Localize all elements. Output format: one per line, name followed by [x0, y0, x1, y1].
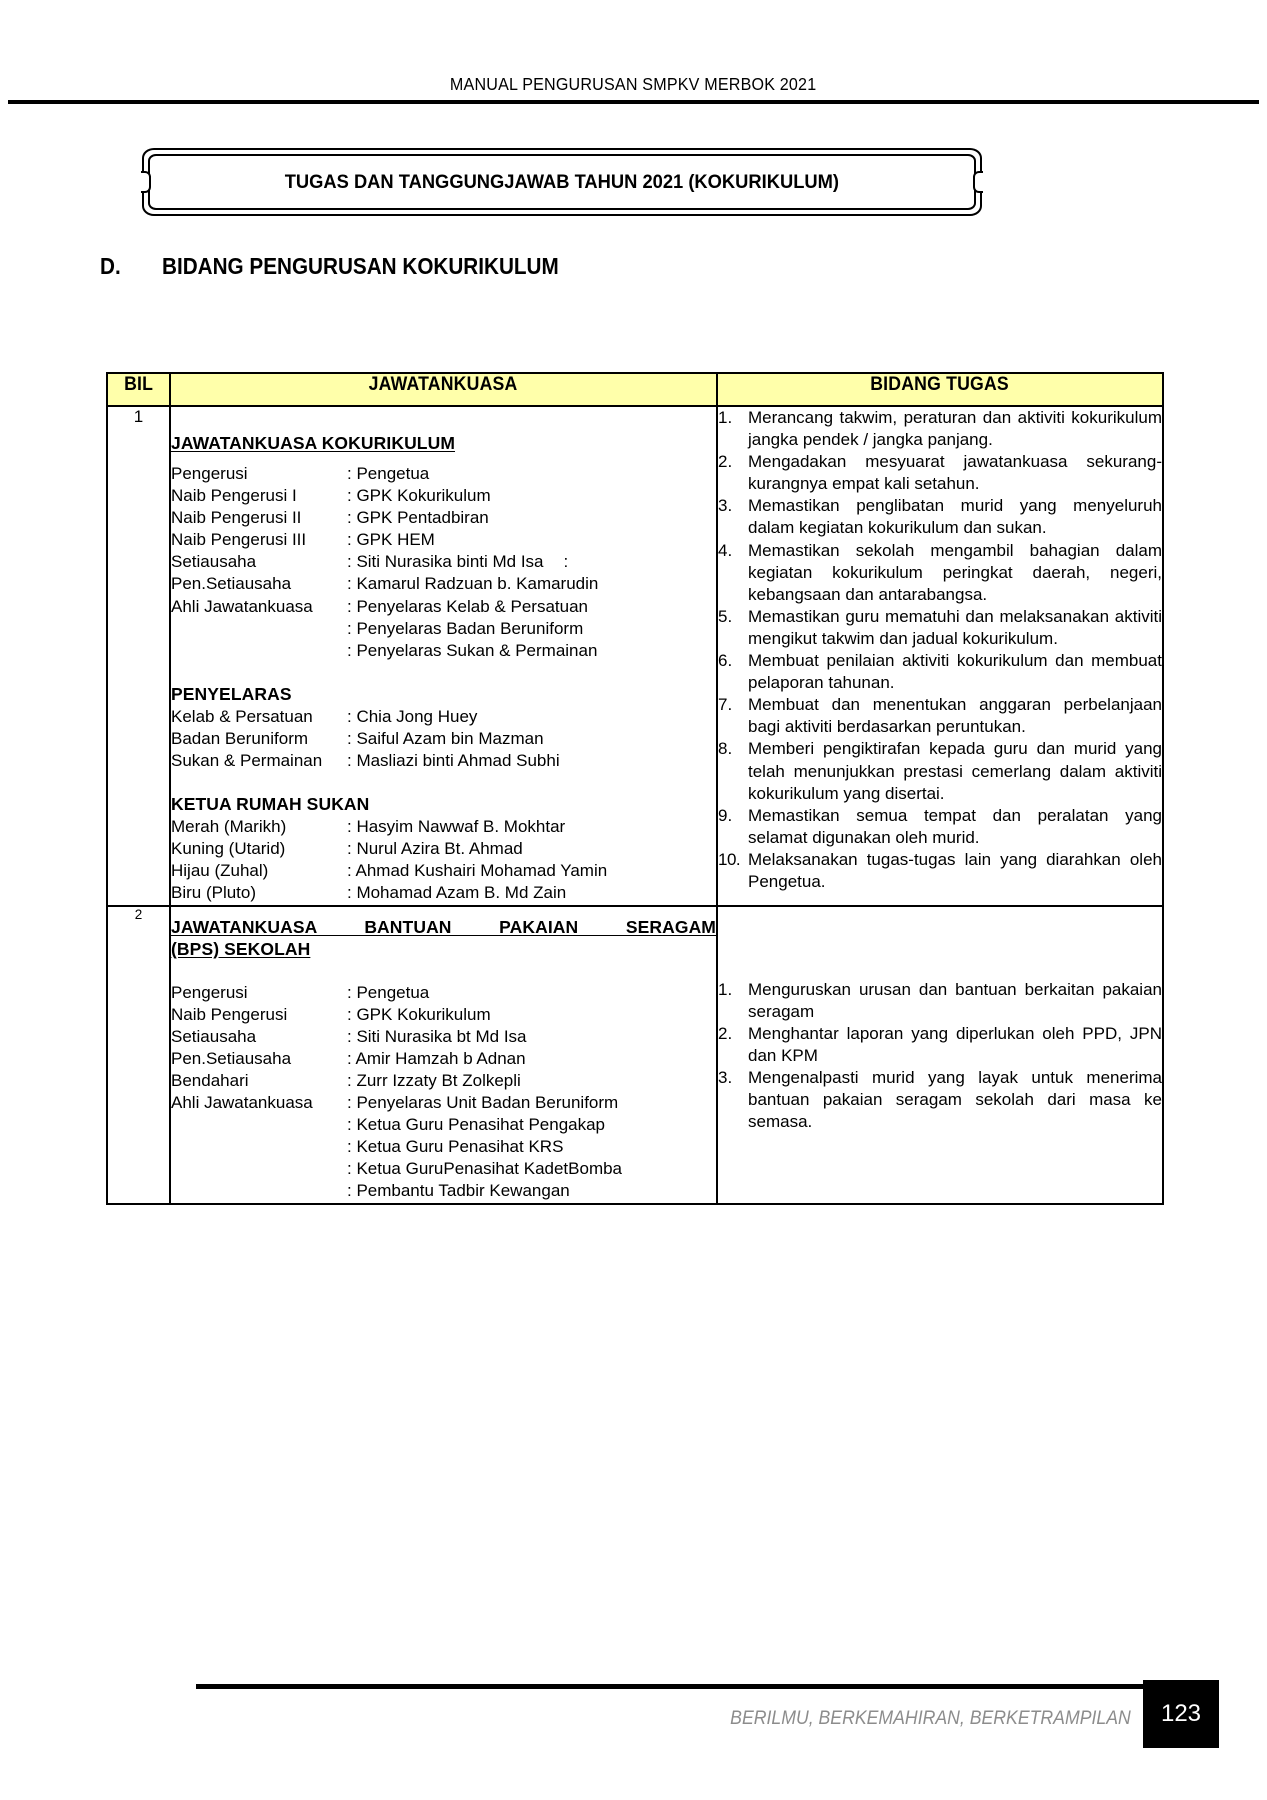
- roster-value: : Penyelaras Sukan & Permainan: [347, 640, 598, 660]
- roster-row: [171, 1070, 716, 1092]
- roster-value: : Hasyim Nawwaf B. Mokhtar: [347, 817, 566, 837]
- roster-label: [171, 1180, 347, 1202]
- duty-text: Menghantar laporan yang diperlukan oleh PPD, JPN dan KPM: [748, 1023, 1162, 1065]
- duty-item: [718, 1023, 1162, 1067]
- duty-text: Menguruskan urusan dan bantuan berkaitan pakaian seragam: [748, 979, 1162, 1021]
- roster-value: : Siti Nurasika bt Md Isa: [347, 1026, 527, 1046]
- roster-row: [171, 529, 716, 551]
- duty-number: 10.: [718, 849, 741, 869]
- roster-row: [171, 1004, 716, 1026]
- duty-item: [718, 451, 1162, 495]
- duty-text: Mengadakan mesyuarat jawatankuasa sekurang-kurangnya empat kali setahun.: [748, 452, 1162, 494]
- duty-item: [718, 1067, 1162, 1133]
- roster-value: : Ketua Guru Penasihat Pengakap: [347, 1115, 606, 1135]
- duty-number: 9.: [718, 805, 733, 825]
- running-header-text: MANUAL PENGURUSAN SMPKV MERBOK 2021: [450, 74, 817, 94]
- table-row: [107, 406, 1163, 906]
- roster-value: : Ketua Guru Penasihat KRS: [347, 1137, 564, 1157]
- committee-group-heading: JAWATANKUASA BANTUAN PAKAIAN SERAGAM: [171, 916, 716, 937]
- roster-row: [171, 1136, 716, 1158]
- roster-label: Hijau (Zuhal): [171, 861, 269, 881]
- duty-text: Membuat dan menentukan anggaran perbelanjaan bagi aktiviti berdasarkan peruntukan.: [748, 695, 1162, 737]
- committee-roster: [171, 982, 716, 1203]
- roster-row: [171, 1048, 716, 1070]
- roster-row: [171, 1092, 716, 1114]
- roster-value: : Penyelaras Badan Beruniform: [347, 618, 584, 638]
- column-header-bidang-tugas: BIDANG TUGAS: [717, 373, 1163, 406]
- roster-value: : GPK Pentadbiran: [347, 508, 489, 528]
- roster-value-trailing-colon: :: [563, 552, 569, 572]
- duty-item: [718, 738, 1162, 804]
- header-divider-rule: [8, 100, 1259, 104]
- duties-table: [106, 372, 1164, 1205]
- roster-row: [171, 507, 716, 529]
- duty-number: 3.: [718, 496, 733, 516]
- roster-label: Sukan & Permainan: [171, 751, 323, 771]
- roster-label: Kuning (Utarid): [171, 839, 286, 859]
- duty-item: [718, 849, 1162, 893]
- roster-value: : Ahmad Kushairi Mohamad Yamin: [347, 861, 608, 881]
- roster-label: Badan Beruniform: [171, 728, 309, 748]
- duty-item: [718, 694, 1162, 738]
- roster-value: : GPK Kokurikulum: [347, 1004, 491, 1024]
- committee-group-heading: PENYELARAS: [171, 683, 292, 704]
- roster-value: : Pengetua: [347, 464, 430, 483]
- roster-row: [171, 982, 716, 1004]
- page-number-badge: 123: [1143, 1680, 1219, 1748]
- roster-label: Naib Pengerusi: [171, 1004, 288, 1024]
- roster-label: Pen.Setiausaha: [171, 574, 292, 594]
- duties-cell: [717, 406, 1163, 906]
- roster-value: : Chia Jong Huey: [347, 706, 478, 726]
- roster-row: [171, 463, 716, 485]
- roster-row: [171, 1026, 716, 1048]
- roster-value: : Ketua GuruPenasihat KadetBomba: [347, 1159, 623, 1179]
- roster-label: Naib Pengerusi III: [171, 530, 307, 550]
- banner-notch-right-icon: [973, 171, 983, 193]
- roster-label: Pengerusi: [171, 982, 248, 1002]
- committee-group-heading: JAWATANKUASA KOKURIKULUM: [171, 433, 456, 453]
- roster-row: [171, 596, 716, 618]
- duty-text: Memberi pengiktirafan kepada guru dan murid yang telah menunjukkan prestasi cemerlang dalam aktiviti kokurikulum yang disertai.: [748, 739, 1162, 803]
- duty-text: Mengenalpasti murid yang layak untuk menerima bantuan pakaian seragam sekolah dari masa ke semasa.: [748, 1067, 1162, 1132]
- duty-number: 6.: [718, 651, 733, 671]
- duty-number: 7.: [718, 695, 733, 715]
- roster-label: Naib Pengerusi I: [171, 486, 297, 506]
- roster-value: : Masliazi binti Ahmad Subhi: [347, 751, 560, 771]
- committee-roster: [171, 816, 716, 904]
- roster-value: [347, 551, 716, 573]
- roster-label: Bendahari: [171, 1070, 249, 1090]
- banner-inner-border: [148, 154, 976, 210]
- roster-value: : Penyelaras Kelab & Persatuan: [347, 596, 588, 616]
- duties-list: [718, 407, 1162, 893]
- roster-row: [171, 728, 716, 750]
- row-number-cell: 1: [107, 406, 170, 906]
- roster-row: [171, 860, 716, 882]
- duty-text: Melaksanakan tugas-tugas lain yang diarahkan oleh Pengetua.: [748, 849, 1162, 891]
- roster-row: [171, 750, 716, 772]
- duty-number: 2.: [718, 1023, 733, 1043]
- roster-label: Biru (Pluto): [171, 883, 257, 903]
- duty-number: 4.: [718, 540, 733, 560]
- column-header-bil: BIL: [107, 373, 170, 406]
- roster-value: : Pengetua: [347, 982, 430, 1002]
- roster-value: : Nurul Azira Bt. Ahmad: [347, 839, 523, 859]
- banner-frame: [142, 148, 982, 216]
- roster-value: : Zurr Izzaty Bt Zolkepli: [347, 1070, 521, 1090]
- roster-label: [171, 1136, 347, 1158]
- roster-row: [171, 706, 716, 728]
- committee-cell: [170, 406, 717, 906]
- footer-divider-rule: [196, 1684, 1200, 1689]
- row-number-cell: 2: [107, 906, 170, 1204]
- roster-label: Pengerusi: [171, 464, 248, 483]
- duty-number: 1.: [718, 408, 733, 427]
- duty-number: 5.: [718, 606, 733, 626]
- roster-label: Naib Pengerusi II: [171, 508, 302, 528]
- duty-text: Memastikan sekolah mengambil bahagian dalam kegiatan kokurikulum peringkat daerah, negeri, kebangsaan dan antarabangsa.: [748, 540, 1162, 604]
- roster-row: [171, 640, 716, 662]
- roster-row: [171, 1158, 716, 1180]
- roster-row: [171, 816, 716, 838]
- duty-item: [718, 407, 1162, 451]
- duties-cell: [717, 906, 1163, 1204]
- roster-label: [171, 1114, 347, 1136]
- duty-item: [718, 495, 1162, 539]
- roster-label: Pen.Setiausaha: [171, 1048, 292, 1068]
- roster-value: : GPK Kokurikulum: [347, 486, 491, 506]
- roster-value-text: : Siti Nurasika binti Md Isa: [347, 552, 544, 572]
- banner-title: TUGAS DAN TANGGUNGJAWAB TAHUN 2021 (KOKURIKULUM): [284, 170, 840, 193]
- duties-list: [718, 979, 1162, 1134]
- roster-label: [171, 618, 347, 640]
- roster-value: : GPK HEM: [347, 530, 435, 550]
- roster-row: [171, 882, 716, 904]
- duty-text: Merancang takwim, peraturan dan aktiviti kokurikulum jangka pendek / jangka panjang.: [748, 408, 1162, 450]
- table-row: [107, 906, 1163, 1204]
- duty-item: [718, 650, 1162, 694]
- duty-item: [718, 979, 1162, 1023]
- roster-value: : Kamarul Radzuan b. Kamarudin: [347, 574, 599, 594]
- roster-label: Setiausaha: [171, 1026, 257, 1046]
- roster-value: : Saiful Azam bin Mazman: [347, 728, 544, 748]
- footer-motto: BERILMU, BERKEMAHIRAN, BERKETRAMPILAN: [730, 1708, 1131, 1729]
- roster-row: [171, 573, 716, 595]
- committee-group-heading-line2: (BPS) SEKOLAH: [171, 938, 311, 959]
- roster-label: Ahli Jawatankuasa: [171, 596, 313, 616]
- duty-number: 2.: [718, 452, 733, 472]
- committee-roster: [171, 463, 716, 662]
- section-title: BIDANG PENGURUSAN KOKURIKULUM: [162, 253, 559, 279]
- roster-value: : Mohamad Azam B. Md Zain: [347, 883, 567, 903]
- roster-row: [171, 838, 716, 860]
- roster-label: Kelab & Persatuan: [171, 706, 313, 726]
- duty-number: 1.: [718, 979, 733, 999]
- table-header-row: [107, 373, 1163, 406]
- roster-label: Merah (Marikh): [171, 817, 287, 837]
- committee-cell: [170, 906, 717, 1204]
- duty-text: Membuat penilaian aktiviti kokurikulum dan membuat pelaporan tahunan.: [748, 651, 1162, 693]
- roster-label: Setiausaha: [171, 552, 257, 572]
- column-header-jawatankuasa: JAWATANKUASA: [170, 373, 717, 406]
- roster-row: [171, 1114, 716, 1136]
- duty-text: Memastikan semua tempat dan peralatan yang selamat digunakan oleh murid.: [748, 805, 1162, 847]
- roster-row: [171, 618, 716, 640]
- roster-value: : Penyelaras Unit Badan Beruniform: [347, 1093, 619, 1113]
- duty-number: 8.: [718, 739, 733, 759]
- section-letter: D.: [100, 253, 121, 279]
- duty-text: Memastikan penglibatan murid yang menyeluruh dalam kegiatan kokurikulum dan sukan.: [748, 496, 1162, 538]
- duty-text: Memastikan guru mematuhi dan melaksanakan aktiviti mengikut takwim dan jadual kokurikulum.: [748, 606, 1162, 648]
- roster-value: : Pembantu Tadbir Kewangan: [347, 1181, 570, 1201]
- roster-label: [171, 1158, 347, 1180]
- duty-number: 3.: [718, 1067, 733, 1087]
- section-heading: [100, 253, 603, 280]
- duty-item: [718, 606, 1162, 650]
- roster-row: [171, 551, 716, 573]
- roster-label: Ahli Jawatankuasa: [171, 1093, 313, 1113]
- roster-label: [171, 640, 347, 662]
- roster-row: [171, 1180, 716, 1202]
- committee-roster: [171, 706, 716, 772]
- duty-item: [718, 805, 1162, 849]
- duty-item: [718, 540, 1162, 606]
- committee-group-heading: KETUA RUMAH SUKAN: [171, 794, 370, 815]
- roster-value: : Amir Hamzah b Adnan: [347, 1048, 526, 1068]
- roster-row: [171, 485, 716, 507]
- banner-notch-left-icon: [141, 171, 151, 193]
- running-header: [0, 74, 1267, 95]
